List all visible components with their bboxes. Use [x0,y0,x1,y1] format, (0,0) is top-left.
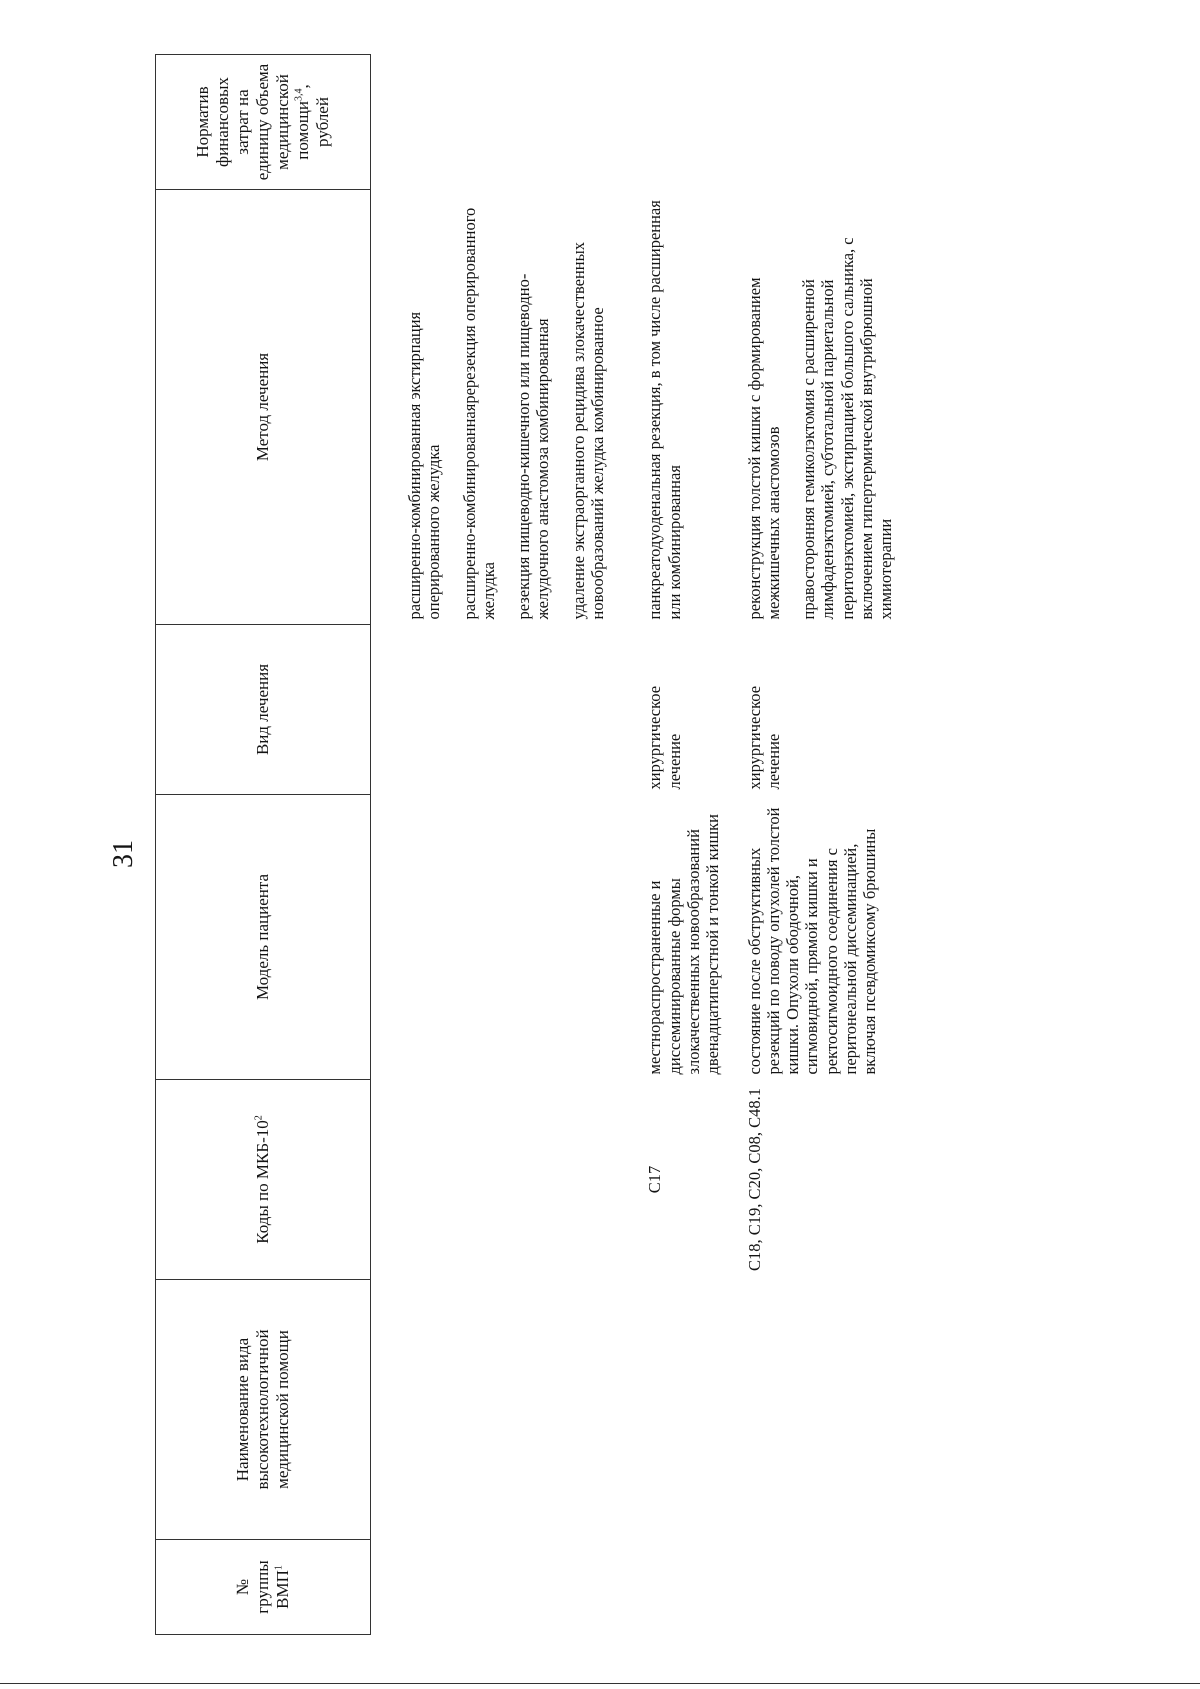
header-type-name: Наименование вида высокотехнологичной медицинской помощи [156,1280,371,1540]
method-cell [623,190,722,625]
patient-model-cell: состояние после обструктивных резекций по поводу опухолей толстой кишки. Опухоли ободочной, сигмовидной, прямой кишки и ректосигмоидного соединения с перитонеальной диссеминацией, включая псевдомиксому брюшины [744,807,880,1075]
treatment-method: удаление экстраорганного рецидива злокачественных новообразований желудка комбинированное [568,242,608,620]
table-row [371,55,624,1635]
treatment-method: панкреатодуоденальная резекция, в том числе расширенная или комбинированная [645,200,684,620]
page-number: 31 [108,840,139,868]
treatment-method: резекция пищеводно-кишечного или пищеводно-желудочного анастомоза комбинированная [514,273,553,620]
method-cell [723,190,912,625]
treatment-method: реконструкция толстой кишки с формированием межкишечных анастомозов [744,277,783,620]
icd-code-cell: C17 [645,1165,665,1194]
treatment-type-cell: хирургическое лечение [645,685,684,790]
header-icd-codes: Коды по МКБ-$10^2$ [156,1080,371,1280]
vmp-table [155,54,912,1635]
treatment-method: расширенно-комбинированнаяререзекция оперированного желудка [459,207,498,620]
header-treatment-method: Метод лечения [156,190,371,625]
method-cell [371,190,624,625]
vmp-table-sheet [155,55,1035,1635]
icd-code-cell: C18, C19, C20, C08, C48.1 [744,1088,764,1271]
patient-model-cell: местнораспространенные и диссеминированные формы злокачественных новообразований двенадцатиперстной и тонкой кишки [645,813,723,1075]
table-header-row [156,55,371,1635]
treatment-method: расширенно-комбинированная экстирпация оперированного желудка [405,311,444,620]
header-cost-standard: Норматив финансовых затрат на единицу объема медицинской помощи$^{3,4}$, рублей [156,55,371,190]
footer-line [0,1683,1200,1684]
treatment-type-cell: хирургическое лечение [744,685,783,790]
table-row [623,55,722,1635]
header-patient-model: Модель пациента [156,795,371,1080]
treatment-method: правосторонняя гемиколэктомия с расширенной лимфаденэктомией, субтотальной париетальной перитонэктомией, экстирпацией большого сальника, с включением гипертермической внутрибрюшной химиотерапии [799,237,896,620]
table-row [723,55,912,1635]
header-group-no: № группы ВМП$^1$ [156,1540,371,1635]
header-treatment-type: Вид лечения [156,625,371,795]
